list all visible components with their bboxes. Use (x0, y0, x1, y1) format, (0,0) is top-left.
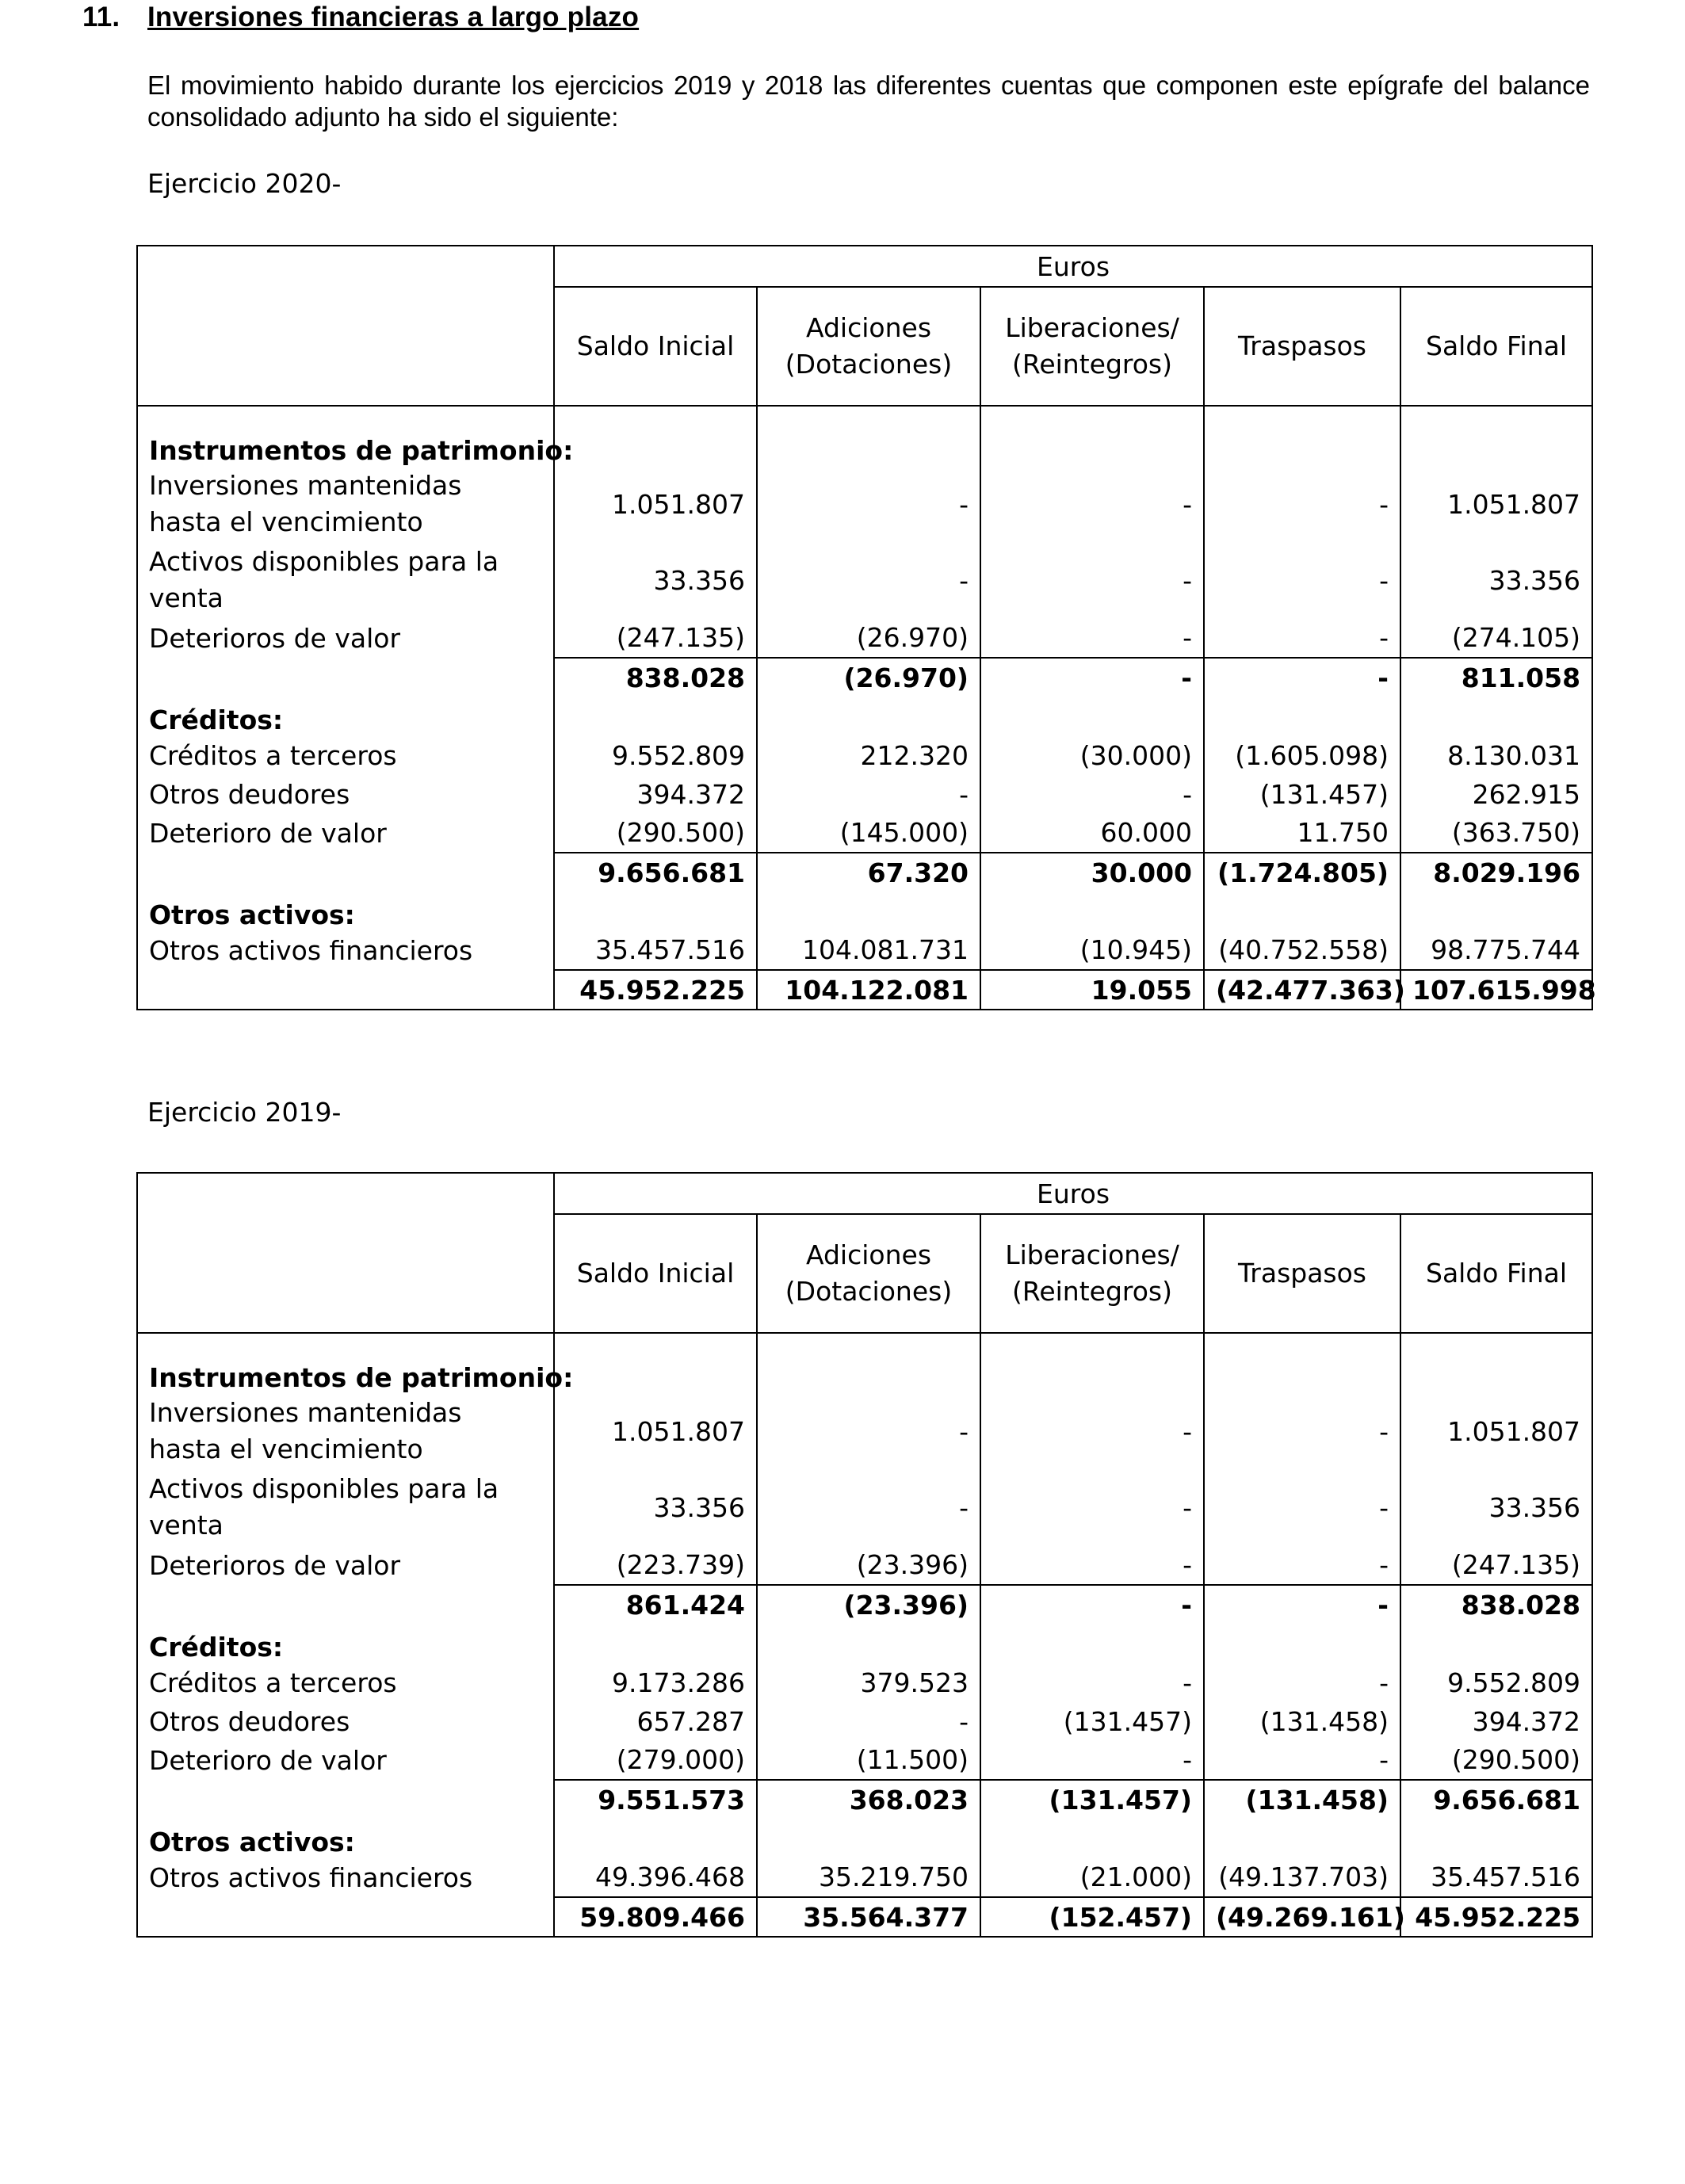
value-col-saldo-inicial: 9.551.573 (554, 1780, 757, 1819)
header-col-traspasos: Traspasos (1204, 287, 1400, 406)
table-row (137, 1702, 1592, 1740)
value-col-saldo-final: 9.656.681 (1400, 1780, 1592, 1819)
table-row (137, 930, 1592, 970)
header-col-saldo-inicial: Saldo Inicial (554, 287, 757, 406)
value-col-adiciones: (23.396) (757, 1545, 980, 1585)
empty-cell (1400, 1819, 1592, 1858)
value-col-saldo-inicial: 33.356 (653, 564, 745, 596)
value-col-adiciones: - (757, 1469, 980, 1545)
value-col-adiciones: 35.564.377 (757, 1897, 980, 1937)
value-col-saldo-final: 107.615.998 (1400, 970, 1592, 1010)
value-col-liberaciones: - (980, 1545, 1204, 1585)
value-col-adiciones: - (757, 1393, 980, 1469)
value-col-traspasos: - (1204, 542, 1400, 618)
section-heading (82, 2, 639, 33)
value-col-saldo-inicial: (290.500) (616, 817, 745, 848)
empty-cell (1400, 1625, 1592, 1663)
empty-cell (554, 1333, 757, 1393)
value-col-traspasos: - (1204, 1393, 1400, 1469)
value-col-liberaciones: 60.000 (980, 813, 1204, 853)
empty-cell (1204, 406, 1400, 466)
value-col-adiciones: (26.970) (757, 618, 980, 658)
value-col-liberaciones: (131.457) (980, 1702, 1204, 1740)
row-label: Créditos a terceros (137, 735, 554, 775)
table-row (137, 1663, 1592, 1702)
value-col-saldo-inicial: 45.952.225 (554, 970, 757, 1010)
intro-paragraph: El movimiento habido durante los ejercicios 2019 y 2018 las diferentes cuentas que componen este epígrafe del balance consolidado adjunto ha sido el siguiente: (147, 71, 1590, 132)
value-col-saldo-final: 8.029.196 (1400, 853, 1592, 892)
section-row (137, 1625, 1592, 1663)
table-ejercicio-2020 (136, 245, 1596, 1010)
empty-cell (757, 406, 980, 466)
empty-cell (1204, 1625, 1400, 1663)
header-blank-cell (137, 1173, 554, 1333)
value-col-saldo-inicial: 9.552.809 (612, 739, 745, 771)
row-label: Deterioros de valor (137, 1545, 554, 1585)
row-label: Otros activos financieros (137, 930, 554, 970)
table-row (137, 1740, 1592, 1780)
table-row (137, 618, 1592, 658)
value-col-saldo-inicial: (247.135) (616, 622, 745, 653)
value-col-adiciones: (145.000) (757, 813, 980, 853)
header-col-liberaciones: Liberaciones/ (Reintegros) (980, 287, 1204, 406)
value-col-liberaciones: (21.000) (980, 1858, 1204, 1897)
empty-cell (1400, 697, 1592, 735)
value-col-adiciones: 212.320 (757, 735, 980, 775)
value-col-saldo-final: (274.105) (1400, 618, 1592, 658)
empty-cell (554, 892, 757, 930)
row-label: Inversiones mantenidas hasta el vencimiento (137, 1393, 554, 1469)
empty-cell (980, 1333, 1204, 1393)
header-blank-cell (137, 246, 554, 406)
table-row (137, 466, 1592, 542)
row-label: Activos disponibles para la venta (137, 1469, 554, 1545)
value-col-adiciones: 35.219.750 (757, 1858, 980, 1897)
value-col-adiciones: 67.320 (757, 853, 980, 892)
empty-cell (980, 1819, 1204, 1858)
value-col-saldo-final: 262.915 (1400, 775, 1592, 813)
value-col-traspasos: (42.477.363) (1204, 970, 1400, 1010)
value-col-traspasos: (1.605.098) (1204, 735, 1400, 775)
value-col-traspasos: (131.457) (1204, 775, 1400, 813)
value-col-liberaciones: - (980, 1740, 1204, 1780)
subtotal-label-blank (137, 1585, 554, 1625)
value-col-traspasos: - (1204, 1740, 1400, 1780)
value-col-saldo-final: 33.356 (1400, 542, 1592, 618)
table-row (137, 1858, 1592, 1897)
subtotal-row (137, 1780, 1592, 1819)
empty-cell (980, 406, 1204, 466)
value-col-liberaciones: - (980, 1469, 1204, 1545)
table-row (137, 1469, 1592, 1545)
subtotal-label-blank (137, 1780, 554, 1819)
value-col-adiciones: 368.023 (757, 1780, 980, 1819)
value-col-adiciones: 104.122.081 (757, 970, 980, 1010)
row-label: Deterioros de valor (137, 618, 554, 658)
value-col-saldo-inicial: 9.173.286 (612, 1667, 745, 1698)
value-col-traspasos: (131.458) (1204, 1702, 1400, 1740)
value-col-saldo-inicial: 838.028 (554, 658, 757, 697)
value-col-traspasos: (49.137.703) (1204, 1858, 1400, 1897)
table-row (137, 775, 1592, 813)
table-row (137, 1545, 1592, 1585)
empty-cell (757, 1625, 980, 1663)
empty-cell (757, 892, 980, 930)
empty-cell (554, 697, 757, 735)
subtotal-label-blank (137, 658, 554, 697)
value-col-saldo-inicial: 657.287 (636, 1705, 745, 1737)
value-col-saldo-inicial: 35.457.516 (595, 934, 745, 965)
section-row (137, 697, 1592, 735)
empty-cell (1400, 1333, 1592, 1393)
value-col-saldo-final: (363.750) (1400, 813, 1592, 853)
ejercicio-2019-title: Ejercicio 2019- (147, 1097, 342, 1128)
value-col-liberaciones: - (980, 466, 1204, 542)
value-col-liberaciones: - (980, 1393, 1204, 1469)
section-label: Otros activos: (137, 1819, 554, 1858)
value-col-adiciones: (23.396) (757, 1585, 980, 1625)
section-label: Créditos: (137, 697, 554, 735)
value-col-saldo-final: 9.552.809 (1400, 1663, 1592, 1702)
empty-cell (757, 697, 980, 735)
section-label: Créditos: (137, 1625, 554, 1663)
value-col-saldo-inicial: 33.356 (653, 1491, 745, 1523)
subtotal-row (137, 853, 1592, 892)
header-currency: Euros (554, 1173, 1592, 1214)
row-label: Otros activos financieros (137, 1858, 554, 1897)
ejercicio-2020-title: Ejercicio 2020- (147, 168, 342, 199)
value-col-saldo-final: 45.952.225 (1400, 1897, 1592, 1937)
value-col-liberaciones: (10.945) (980, 930, 1204, 970)
value-col-traspasos: 11.750 (1204, 813, 1400, 853)
section-label: Otros activos: (137, 892, 554, 930)
subtotal-row (137, 658, 1592, 697)
header-col-adiciones: Adiciones (Dotaciones) (757, 287, 980, 406)
value-col-adiciones: (11.500) (757, 1740, 980, 1780)
value-col-liberaciones: - (980, 775, 1204, 813)
empty-cell (980, 892, 1204, 930)
value-col-saldo-inicial: 59.809.466 (554, 1897, 757, 1937)
value-col-liberaciones: (30.000) (980, 735, 1204, 775)
value-col-saldo-final: (290.500) (1400, 1740, 1592, 1780)
empty-cell (554, 406, 757, 466)
row-label: Activos disponibles para la venta (137, 542, 554, 618)
value-col-saldo-inicial: 861.424 (554, 1585, 757, 1625)
value-col-traspasos: - (1204, 1663, 1400, 1702)
value-col-saldo-final: 811.058 (1400, 658, 1592, 697)
value-col-liberaciones: - (980, 1585, 1204, 1625)
table-row (137, 1393, 1592, 1469)
empty-cell (1204, 892, 1400, 930)
value-col-saldo-final: 8.130.031 (1400, 735, 1592, 775)
subtotal-label-blank (137, 853, 554, 892)
value-col-saldo-final: (247.135) (1400, 1545, 1592, 1585)
value-col-liberaciones: (152.457) (980, 1897, 1204, 1937)
value-col-traspasos: (1.724.805) (1204, 853, 1400, 892)
table-ejercicio-2019 (136, 1172, 1593, 1938)
value-col-liberaciones: 19.055 (980, 970, 1204, 1010)
row-label: Deterioro de valor (137, 813, 554, 853)
value-col-saldo-final: 35.457.516 (1400, 1858, 1592, 1897)
empty-cell (554, 1625, 757, 1663)
value-col-adiciones: - (757, 1702, 980, 1740)
empty-cell (980, 697, 1204, 735)
value-col-saldo-inicial: 1.051.807 (612, 1415, 745, 1447)
value-col-adiciones: - (757, 466, 980, 542)
value-col-saldo-final: 394.372 (1400, 1702, 1592, 1740)
value-col-saldo-inicial: (223.739) (616, 1549, 745, 1580)
header-col-saldo-final: Saldo Final (1400, 287, 1592, 406)
value-col-liberaciones: - (980, 658, 1204, 697)
table-row (137, 542, 1592, 618)
value-col-traspasos: (40.752.558) (1204, 930, 1400, 970)
empty-cell (554, 1819, 757, 1858)
value-col-saldo-final: 98.775.744 (1400, 930, 1592, 970)
value-col-traspasos: - (1204, 618, 1400, 658)
header-col-adiciones: Adiciones (Dotaciones) (757, 1214, 980, 1333)
subtotal-label-blank (137, 970, 554, 1010)
value-col-traspasos: - (1204, 1469, 1400, 1545)
value-col-saldo-inicial: 1.051.807 (612, 488, 745, 520)
header-col-saldo-final: Saldo Final (1400, 1214, 1592, 1333)
empty-cell (1400, 892, 1592, 930)
value-col-saldo-final: 33.356 (1400, 1469, 1592, 1545)
value-col-saldo-inicial: 49.396.468 (595, 1861, 745, 1892)
section-number: 11. (82, 2, 120, 32)
empty-cell (1204, 1333, 1400, 1393)
value-col-adiciones: (26.970) (757, 658, 980, 697)
row-label: Créditos a terceros (137, 1663, 554, 1702)
empty-cell (1204, 697, 1400, 735)
value-col-saldo-final: 1.051.807 (1400, 466, 1592, 542)
empty-cell (757, 1819, 980, 1858)
value-col-traspasos: - (1204, 466, 1400, 542)
header-col-traspasos: Traspasos (1204, 1214, 1400, 1333)
section-row (137, 1819, 1592, 1858)
subtotal-label-blank (137, 1897, 554, 1937)
value-col-adiciones: - (757, 775, 980, 813)
header-col-saldo-inicial: Saldo Inicial (554, 1214, 757, 1333)
value-col-saldo-final: 838.028 (1400, 1585, 1592, 1625)
subtotal-row (137, 1585, 1592, 1625)
section-row (137, 1333, 1592, 1393)
section-label: Instrumentos de patrimonio: (137, 1333, 554, 1393)
table-row (137, 735, 1592, 775)
value-col-liberaciones: - (980, 1663, 1204, 1702)
section-title: Inversiones financieras a largo plazo (147, 2, 640, 32)
empty-cell (980, 1625, 1204, 1663)
section-row (137, 406, 1592, 466)
value-col-adiciones: - (757, 542, 980, 618)
empty-cell (1204, 1819, 1400, 1858)
value-col-traspasos: - (1204, 1545, 1400, 1585)
row-label: Otros deudores (137, 775, 554, 813)
value-col-saldo-inicial: 9.656.681 (554, 853, 757, 892)
value-col-traspasos: - (1204, 1585, 1400, 1625)
section-row (137, 892, 1592, 930)
value-col-liberaciones: - (980, 542, 1204, 618)
row-label: Inversiones mantenidas hasta el vencimiento (137, 466, 554, 542)
value-col-liberaciones: - (980, 618, 1204, 658)
value-col-adiciones: 379.523 (757, 1663, 980, 1702)
value-col-saldo-final: 1.051.807 (1400, 1393, 1592, 1469)
total-row (137, 1897, 1592, 1937)
value-col-saldo-inicial: 394.372 (636, 778, 745, 810)
section-label: Instrumentos de patrimonio: (137, 406, 554, 466)
header-currency: Euros (554, 246, 1592, 287)
value-col-traspasos: - (1204, 658, 1400, 697)
value-col-traspasos: (131.458) (1204, 1780, 1400, 1819)
empty-cell (1400, 406, 1592, 466)
value-col-traspasos: (49.269.161) (1204, 1897, 1400, 1937)
value-col-liberaciones: (131.457) (980, 1780, 1204, 1819)
value-col-liberaciones: 30.000 (980, 853, 1204, 892)
total-row (137, 970, 1592, 1010)
row-label: Deterioro de valor (137, 1740, 554, 1780)
empty-cell (757, 1333, 980, 1393)
header-col-liberaciones: Liberaciones/ (Reintegros) (980, 1214, 1204, 1333)
table-row (137, 813, 1592, 853)
value-col-adiciones: 104.081.731 (757, 930, 980, 970)
value-col-saldo-inicial: (279.000) (616, 1744, 745, 1775)
row-label: Otros deudores (137, 1702, 554, 1740)
